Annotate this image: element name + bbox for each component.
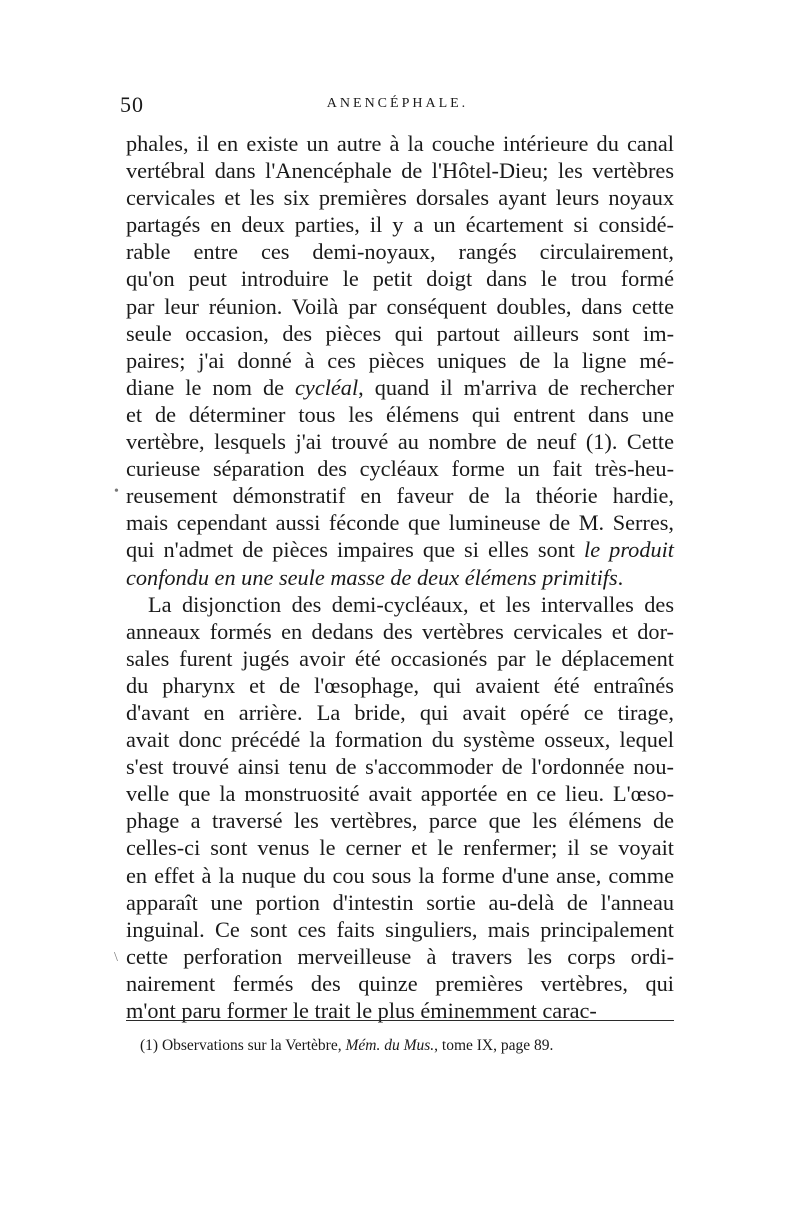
- italic-segment: le produit: [584, 537, 675, 563]
- text-line: [126, 536, 674, 563]
- text-line: La disjonction des demi-cycléaux, et les intervalles des: [148, 591, 674, 617]
- body-text: [126, 130, 674, 1024]
- italic-segment: confondu en une seule masse de deux élémens primitifs: [126, 564, 618, 590]
- text-line: du pharynx et de l'œsophage, qui avaient été entraînés: [126, 672, 674, 698]
- text-line: [126, 564, 674, 591]
- text-line: et de déterminer tous les élémens qui entrent dans une: [126, 401, 674, 427]
- text-segment: diane le nom de: [126, 374, 296, 400]
- text-line: vertébral dans l'Anencéphale de l'Hôtel-Dieu; les vertèbres: [126, 158, 674, 184]
- text-line: nairement fermés des quinze premières vertèbres, qui: [126, 970, 674, 996]
- text-line: mais cependant aussi féconde que lumineuse de M. Serres,: [126, 510, 674, 536]
- footnote-italic: Mém. du Mus.: [345, 1037, 435, 1054]
- text-line: d'avant en arrière. La bride, qui avait opéré ce tirage,: [126, 699, 674, 725]
- text-line: en effet à la nuque du cou sous la forme d'une anse, comme: [126, 862, 674, 888]
- text-line: par leur réunion. Voilà par conséquent doubles, dans cette: [126, 293, 674, 319]
- text-segment: qui n'admet de pièces impaires que si elles sont: [126, 537, 585, 563]
- text-line: qu'on peut introduire le petit doigt dans le trou formé: [126, 266, 674, 292]
- text-line: phage a traversé les vertèbres, parce que les élémens de: [126, 808, 674, 834]
- text-line: rable entre ces demi-noyaux, rangés circulairement,: [126, 239, 674, 265]
- text-line: partagés en deux parties, il y a un écartement si considé-: [126, 212, 674, 238]
- margin-mark: •: [114, 484, 119, 499]
- text-line: cervicales et les six premières dorsales ayant leurs noyaux: [126, 185, 674, 211]
- footnote: [140, 1036, 674, 1056]
- text-line: paires; j'ai donné à ces pièces uniques de la ligne mé-: [126, 347, 674, 373]
- text-line: inguinal. Ce sont ces faits singuliers, mais principalement: [126, 916, 674, 942]
- text-line: cette perforation merveilleuse à travers les corps ordi-: [126, 943, 674, 969]
- text-line: s'est trouvé ainsi tenu de s'accommoder de l'ordonnée nou-: [126, 754, 674, 780]
- text-line: celles-ci sont venus le cerner et le renfermer; il se voyait: [126, 835, 674, 861]
- footnote-text-before: (1) Observations sur la Vertèbre,: [140, 1037, 346, 1054]
- footnote-text-after: , tome IX, page 89.: [434, 1037, 554, 1054]
- text-line: vertèbre, lesquels j'ai trouvé au nombre de neuf (1). Cette: [126, 429, 674, 455]
- text-segment: .: [617, 564, 624, 590]
- text-line: reusement démonstratif en faveur de la théorie hardie,: [126, 483, 674, 509]
- text-line: anneaux formés en dedans des vertèbres cervicales et dor-: [126, 618, 674, 644]
- text-line: seule occasion, des pièces qui partout ailleurs sont im-: [126, 320, 674, 346]
- page-header: [120, 92, 675, 120]
- text-line: [126, 374, 674, 401]
- italic-segment: cycléal: [295, 374, 359, 400]
- text-line: m'ont paru former le trait le plus éminemment carac-: [126, 998, 597, 1023]
- running-title: ANENCÉPHALE.: [326, 96, 469, 111]
- text-line: sales furent jugés avoir été occasionés par le déplacement: [126, 645, 674, 671]
- text-segment: , quand il m'arriva de rechercher: [358, 374, 675, 400]
- text-line: apparaît une portion d'intestin sortie au-delà de l'anneau: [126, 889, 674, 915]
- margin-mark: \: [114, 950, 118, 965]
- text-line: phales, il en existe un autre à la couche intérieure du canal: [126, 131, 674, 156]
- page-number: 50: [120, 92, 144, 117]
- text-line: avait donc précédé la formation du système osseux, lequel: [126, 727, 674, 753]
- text-line: velle que la monstruosité avait apportée en ce lieu. L'œso-: [126, 781, 674, 807]
- text-line: curieuse séparation des cycléaux forme un fait très-heu-: [126, 456, 674, 482]
- footnote-rule: [126, 1020, 674, 1021]
